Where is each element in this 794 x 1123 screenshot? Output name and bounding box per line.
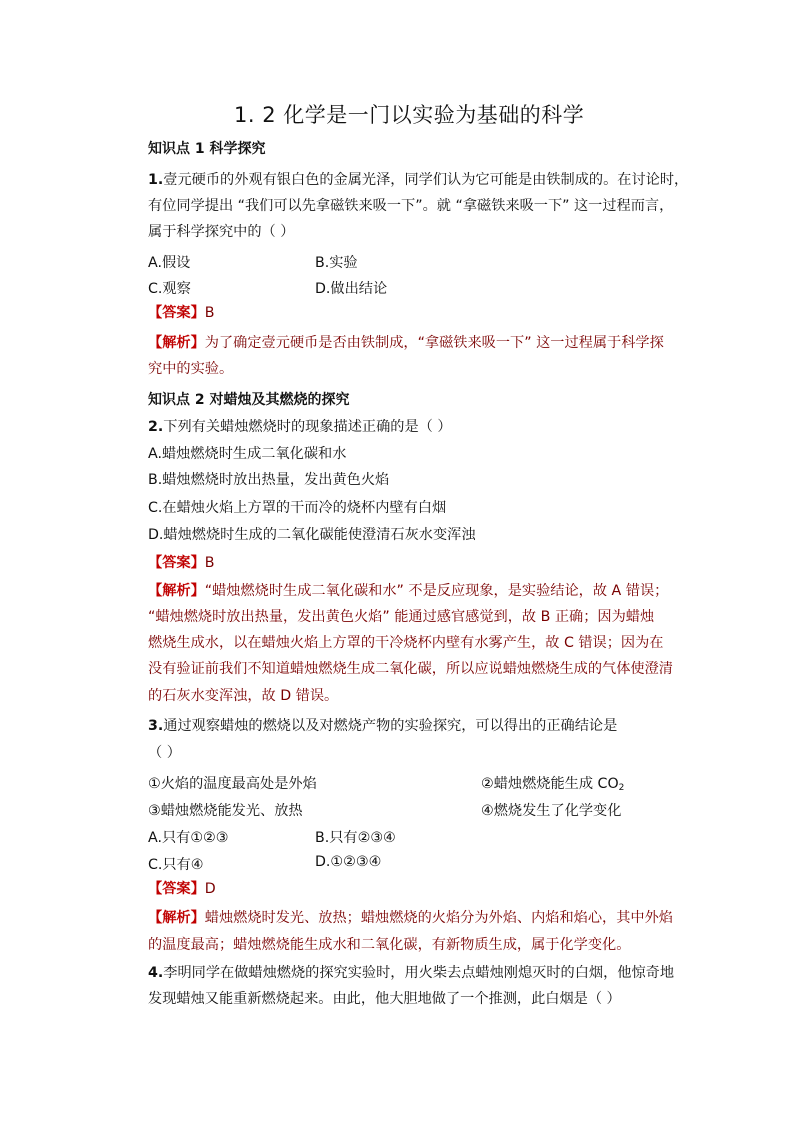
question-2-stem: 2.下列有关蜡烛燃烧时的现象描述正确的是（ ） <box>148 419 452 435</box>
question-1-option-a: A.假设 <box>148 255 191 271</box>
question-3-stem: 3.通过观察蜡烛的燃烧以及对燃烧产物的实验探究，可以得出的正确结论是 <box>148 718 618 734</box>
question-3-analysis-line-2: 的温度最高；蜡烛燃烧能生成水和二氧化碳，有新物质生成，属于化学变化。 <box>148 937 631 953</box>
question-1-line-3: 属于科学探究中的（ ） <box>148 224 295 240</box>
question-1-line-1: 1.壹元硬币的外观有银白色的金属光泽，同学们认为它可能是由铁制成的。在讨论时， <box>148 172 689 188</box>
question-1-analysis-line-2: 究中的实验。 <box>148 361 234 377</box>
question-3-item-4: ④燃烧发生了化学变化 <box>481 803 622 819</box>
question-2-answer: 【答案】B <box>148 555 215 571</box>
question-3-option-c: C.只有④ <box>148 857 204 873</box>
question-3-item-1: ①火焰的温度最高处是外焰 <box>148 776 317 792</box>
section-heading-2: 知识点 2 对蜡烛及其燃烧的探究 <box>148 392 350 408</box>
question-1-option-c: C.观察 <box>148 281 191 297</box>
question-3-option-d: D.①②③④ <box>315 854 382 870</box>
question-1-answer: 【答案】B <box>148 305 215 321</box>
question-2-option-b: B.蜡烛燃烧时放出热量，发出黄色火焰 <box>148 472 390 488</box>
question-2-option-c: C.在蜡烛火焰上方罩的干而冷的烧杯内壁有白烟 <box>148 500 447 516</box>
question-1-option-d: D.做出结论 <box>315 281 388 297</box>
page-title: 1. 2 化学是一门以实验为基础的科学 <box>234 103 585 127</box>
question-3-blank: （ ） <box>148 745 181 761</box>
question-2-analysis-line-5: 的石灰水变浑浊，故 D 错误。 <box>148 688 339 704</box>
section-heading-1: 知识点 1 科学探究 <box>148 141 266 157</box>
question-2-option-d: D.蜡烛燃烧时生成的二氧化碳能使澄清石灰水变浑浊 <box>148 527 476 543</box>
question-1-number: 1. <box>148 172 164 188</box>
question-3-option-a: A.只有①②③ <box>148 830 229 846</box>
question-3-item-2: ②蜡烛燃烧能生成 $CO_2$ <box>481 776 625 793</box>
question-2-analysis-line-3: 燃烧生成水，以在蜡烛火焰上方罩的干冷烧杯内壁有水雾产生，故 C 错误；因为在 <box>148 635 664 651</box>
question-2-analysis-line-1: 【解析】“蜡烛燃烧时生成二氧化碳和水” 不是反应现象，是实验结论，故 A 错误； <box>148 583 669 599</box>
question-4-line-2: 发现蜡烛又能重新燃烧起来。由此，他大胆地做了一个推测，此白烟是（ ） <box>148 991 621 1007</box>
question-2-analysis-line-4: 没有验证前我们不知道蜡烛燃烧生成二氧化碳，所以应说蜡烛燃烧生成的气体使澄清 <box>148 661 673 677</box>
question-3-item-3: ③蜡烛燃烧能发光、放热 <box>148 803 303 819</box>
question-2-analysis-line-2: “蜡烛燃烧时放出热量，发出黄色火焰” 能通过感官感觉到，故 B 正确；因为蜡烛 <box>148 609 655 625</box>
question-1-option-b: B.实验 <box>315 255 358 271</box>
question-1-line-2: 有位同学提出 “我们可以先拿磁铁来吸一下”。就 “拿磁铁来吸一下” 这一过程而言， <box>148 198 674 214</box>
question-1-analysis-line-1: 【解析】为了确定壹元硬币是否由铁制成，“拿磁铁来吸一下” 这一过程属于科学探 <box>148 335 664 351</box>
question-3-option-b: B.只有②③④ <box>315 830 396 846</box>
question-4-line-1: 4.李明同学在做蜡烛燃烧的探究实验时，用火柴去点蜡烛刚熄灭时的白烟，他惊奇地 <box>148 965 675 981</box>
question-3-analysis-line-1: 【解析】蜡烛燃烧时发光、放热；蜡烛燃烧的火焰分为外焰、内焰和焰心，其中外焰 <box>148 910 673 926</box>
question-3-answer: 【答案】D <box>148 881 216 897</box>
question-2-option-a: A.蜡烛燃烧时生成二氧化碳和水 <box>148 446 347 462</box>
